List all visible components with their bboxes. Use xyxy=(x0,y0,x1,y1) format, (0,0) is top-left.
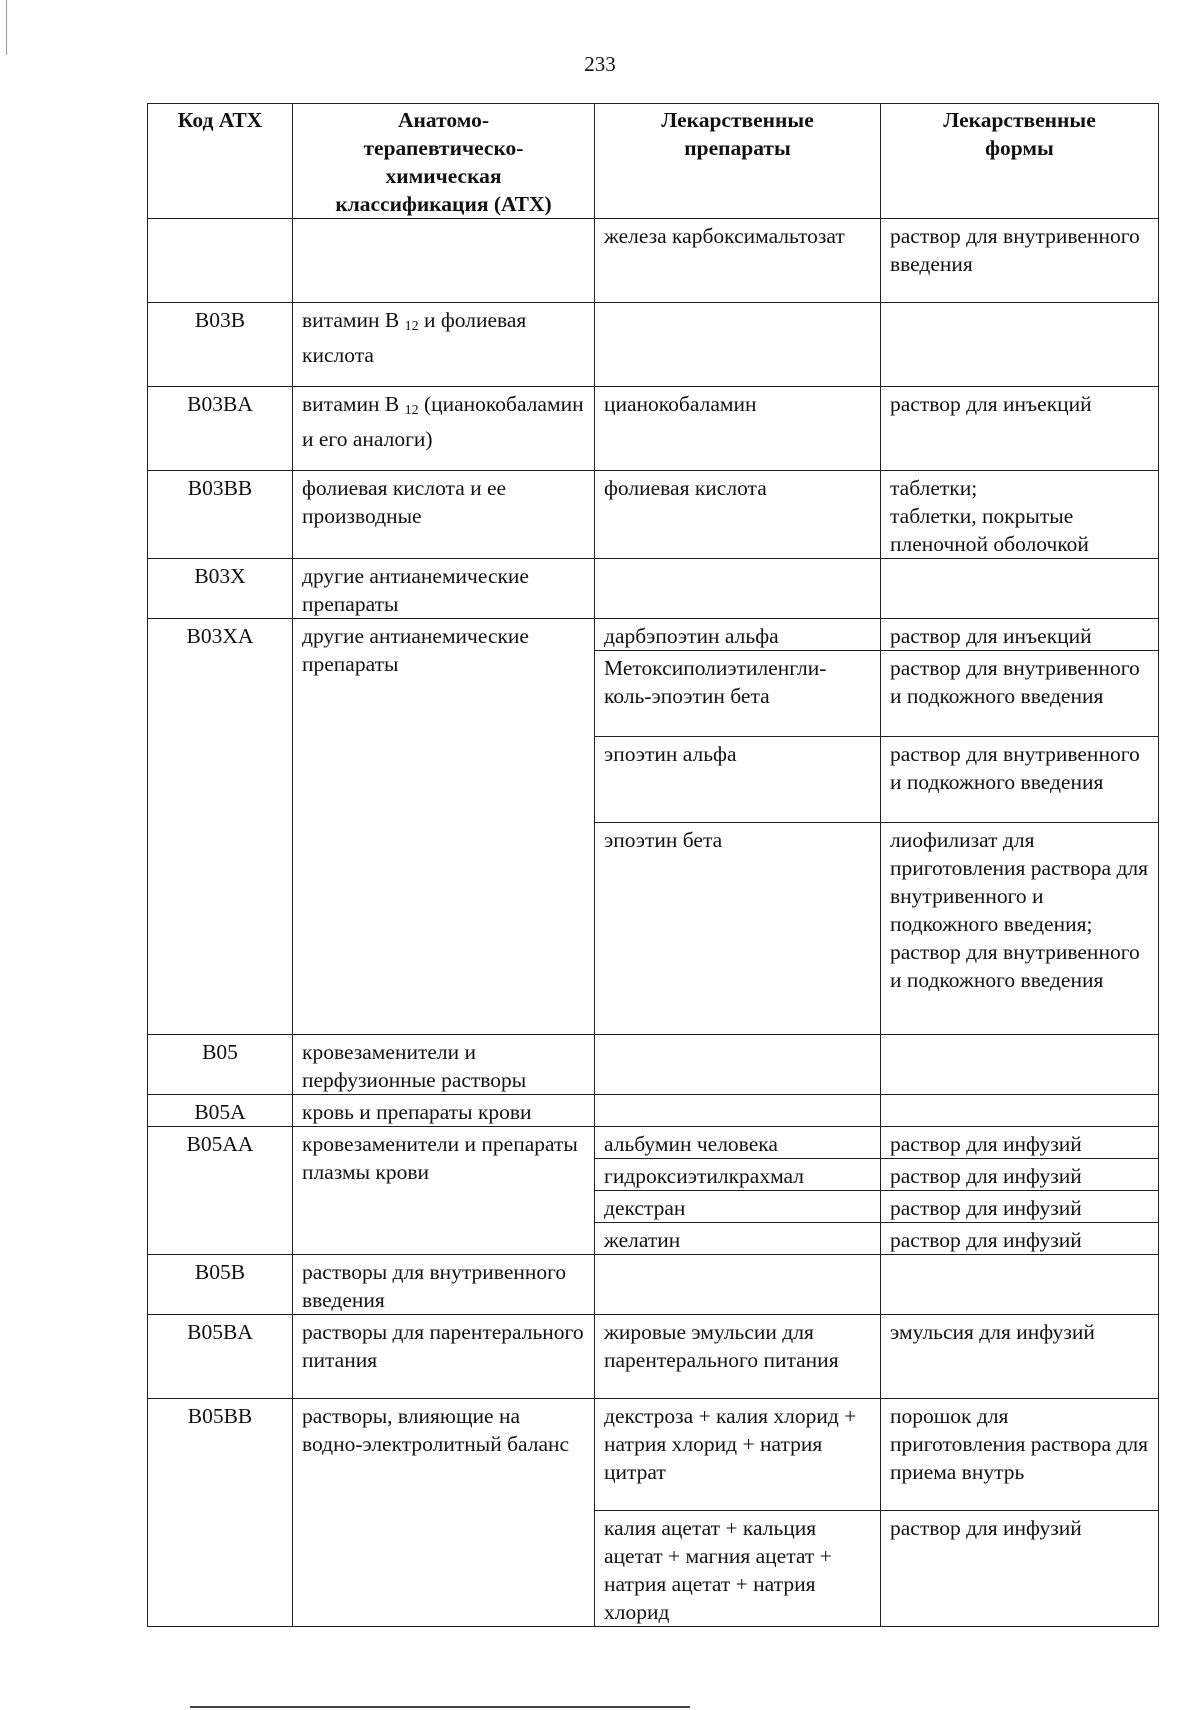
atc-code: B05AA xyxy=(148,1127,293,1255)
classification-text: витамин В xyxy=(302,392,400,416)
table-row xyxy=(148,619,1159,651)
form-line: раствор для внутривенного и подкожного введения xyxy=(890,940,1140,992)
drug-name: декстран xyxy=(595,1191,881,1223)
drug-name: дарбэпоэтин альфа xyxy=(595,619,881,651)
subscript: 12 xyxy=(404,319,419,334)
drug-name xyxy=(595,559,881,619)
table-row xyxy=(148,387,1159,471)
drug-name: жировые эмульсии для парентерального питания xyxy=(595,1315,881,1399)
drug-name xyxy=(595,1095,881,1127)
atc-code: B05BA xyxy=(148,1315,293,1399)
drug-name: эпоэтин бета xyxy=(595,823,881,1035)
atc-code: B03B xyxy=(148,303,293,387)
atc-code: B05BB xyxy=(148,1399,293,1627)
table-row xyxy=(148,1035,1159,1095)
drug-name: гидроксиэтилкрахмал xyxy=(595,1159,881,1191)
classification: кровезаменители и перфузионные растворы xyxy=(293,1035,595,1095)
header-classification: Анатомо-терапевтическо-химическая классификация (АТХ) xyxy=(293,104,595,219)
table-row xyxy=(148,1315,1159,1399)
atc-table xyxy=(147,103,1159,1627)
table-row xyxy=(148,1127,1159,1159)
drug-name: калия ацетат + кальция ацетат + магния ацетат + натрия ацетат + натрия хлорид xyxy=(595,1511,881,1627)
dosage-form: раствор для инфузий xyxy=(881,1511,1159,1627)
form-line: таблетки; xyxy=(890,476,978,500)
table-row xyxy=(148,219,1159,303)
dosage-form: раствор для внутривенного и подкожного введения xyxy=(881,737,1159,823)
page-number: 233 xyxy=(584,52,616,76)
classification: растворы, влияющие на водно-электролитный баланс xyxy=(293,1399,595,1627)
atc-code: B05A xyxy=(148,1095,293,1127)
subscript: 12 xyxy=(404,403,419,418)
drug-name: цианокобаламин xyxy=(595,387,881,471)
form-line: таблетки, покрытые пленочной оболочкой xyxy=(890,504,1089,556)
classification-text: (цианокобаламин и его аналоги) xyxy=(302,392,584,451)
classification: растворы для внутривенного введения xyxy=(293,1255,595,1315)
classification: фолиевая кислота и ее производные xyxy=(293,471,595,559)
dosage-form xyxy=(881,1255,1159,1315)
atc-code: B05B xyxy=(148,1255,293,1315)
atc-code: B03BB xyxy=(148,471,293,559)
dosage-form: раствор для инфузий xyxy=(881,1127,1159,1159)
atc-code: B03BA xyxy=(148,387,293,471)
classification-text: и фолиевая кислота xyxy=(302,308,527,367)
drug-name: декстроза + калия хлорид + натрия хлорид + натрия цитрат xyxy=(595,1399,881,1511)
drug-name: Метоксиполиэтиленгли-коль-эпоэтин бета xyxy=(595,651,881,737)
table-row xyxy=(148,1399,1159,1511)
drug-name xyxy=(595,1255,881,1315)
classification xyxy=(293,303,595,387)
dosage-form xyxy=(881,303,1159,387)
dosage-form: раствор для инфузий xyxy=(881,1159,1159,1191)
drug-name: фолиевая кислота xyxy=(595,471,881,559)
dosage-form: раствор для внутривенного введения xyxy=(881,219,1159,303)
classification: кровезаменители и препараты плазмы крови xyxy=(293,1127,595,1255)
classification xyxy=(293,387,595,471)
atc-code: B03XA xyxy=(148,619,293,1035)
drug-name xyxy=(595,303,881,387)
dosage-form: раствор для инъекций xyxy=(881,619,1159,651)
dosage-form: раствор для инъекций xyxy=(881,387,1159,471)
dosage-form xyxy=(881,559,1159,619)
classification: растворы для парентерального питания xyxy=(293,1315,595,1399)
drug-name: альбумин человека xyxy=(595,1127,881,1159)
table-row xyxy=(148,559,1159,619)
table-header-row xyxy=(148,104,1159,219)
classification: кровь и препараты крови xyxy=(293,1095,595,1127)
classification xyxy=(293,219,595,303)
header-drugs: Лекарственные препараты xyxy=(595,104,881,219)
margin-line xyxy=(6,0,7,55)
atc-code: B05 xyxy=(148,1035,293,1095)
dosage-form: эмульсия для инфузий xyxy=(881,1315,1159,1399)
table-row xyxy=(148,471,1159,559)
form-line: лиофилизат для приготовления раствора для внутривенного и подкожного введения; xyxy=(890,828,1148,936)
table-row xyxy=(148,303,1159,387)
dosage-form: раствор для инфузий xyxy=(881,1223,1159,1255)
drug-name: желатин xyxy=(595,1223,881,1255)
dosage-form xyxy=(881,823,1159,1035)
dosage-form xyxy=(881,1035,1159,1095)
dosage-form: порошок для приготовления раствора для приема внутрь xyxy=(881,1399,1159,1511)
bottom-rule xyxy=(190,1706,690,1708)
classification-text: витамин В xyxy=(302,308,400,332)
drug-name: эпоэтин альфа xyxy=(595,737,881,823)
header-forms: Лекарственные формы xyxy=(881,104,1159,219)
classification: другие антианемические препараты xyxy=(293,559,595,619)
table-row xyxy=(148,1095,1159,1127)
atc-code xyxy=(148,219,293,303)
classification: другие антианемические препараты xyxy=(293,619,595,1035)
drug-name xyxy=(595,1035,881,1095)
header-atc-code: Код АТХ xyxy=(148,104,293,219)
dosage-form: раствор для внутривенного и подкожного введения xyxy=(881,651,1159,737)
dosage-form: раствор для инфузий xyxy=(881,1191,1159,1223)
drug-name: железа карбоксимальтозат xyxy=(595,219,881,303)
dosage-form xyxy=(881,1095,1159,1127)
atc-code: B03X xyxy=(148,559,293,619)
dosage-form xyxy=(881,471,1159,559)
table-row xyxy=(148,1255,1159,1315)
